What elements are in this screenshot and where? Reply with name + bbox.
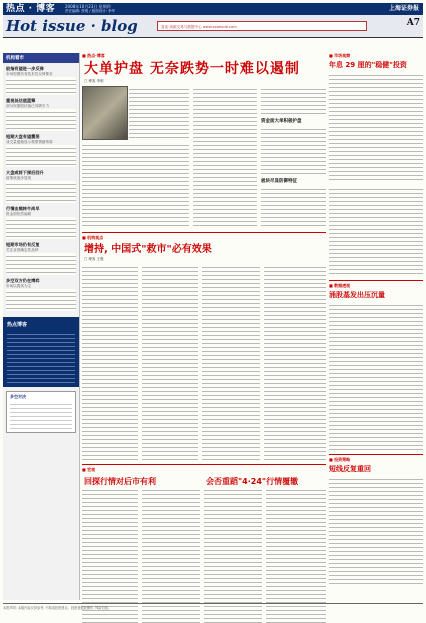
sidebar-text-lines [6,217,76,239]
bottom-articles [82,473,326,623]
editor-line: 责任编辑: 张明 / 版面设计: 李华 [65,9,115,13]
sidebar-item-body: 市场以震荡为主 [6,284,32,288]
lead-text-col-3c [261,186,326,228]
sidebar-blog-lines [7,331,75,383]
right-text-block-1 [329,72,423,182]
right-headline-3: 短线反复重回 [329,465,371,473]
sidebar-mini-caption: 多空对决 [10,394,26,399]
second-article [82,264,326,460]
right-text-block-3 [329,302,423,450]
sidebar-text-lines [6,77,76,95]
sidebar-item [6,66,76,95]
section-tag: ■ 数据透视 [329,283,423,289]
sidebar-item-title: 短期市场仍有反复 [6,242,40,247]
sidebar-item-body: 关注业绩确定性品种 [6,248,39,252]
section-tag: ■ 投资策略 [329,457,423,463]
second-text-col-1 [82,264,138,460]
sidebar-item-title: 大盘或将下探后回升 [6,170,44,175]
dateline: 2008年10月23日 星期四 [65,4,111,9]
sidebar-item [6,206,76,239]
section-logo-en: Hot issue · blog [6,17,138,35]
right-text-block-4 [329,476,423,586]
lead-subhead-1: 资金面大单积极护盘 [261,119,302,124]
sidebar-item [6,278,76,311]
sidebar-item-title: 短期大盘有望震荡 [6,134,40,139]
lead-text-col-1a [129,86,189,138]
section-divider [329,280,423,281]
paper-name: 上海证券报 [388,5,419,12]
sidebar-item-body: 资金面依然偏紧 [6,212,32,216]
page-number: A7 [406,18,420,28]
sidebar-blog-caption: 热点博客 [7,322,28,328]
second-text-col-2 [142,264,198,460]
second-text-col-4 [264,264,326,460]
section-divider [329,454,423,455]
sidebar-item [6,170,76,203]
right-headline-2: 涌股基发出压沉量 [329,291,385,299]
sidebar-item-body: 部分权重股估值已具吸引力 [6,104,50,108]
section-tag: ■ 宏观 [82,467,326,473]
sidebar-item [6,98,76,131]
section-tag: ■ 机构观点 [82,235,326,241]
second-headline: 增持, 中国式"救市"必有效果 [84,244,212,255]
section-divider [82,464,326,465]
lead-byline: □ 博客 李明 [84,79,104,83]
sidebar-text-lines [6,109,76,131]
sidebar-item [6,242,76,275]
sidebar-blog-box [3,317,79,387]
second-byline: □ 博客 王强 [84,257,104,261]
masthead [3,3,423,52]
sidebar-text-lines [6,181,76,203]
header-advertisement: 富连·高频交易与数据中心 www.example.com [157,21,367,31]
right-column [329,53,423,600]
sidebar-item-body: 政策底逐步显现 [6,176,32,180]
lead-headline: 大单护盘 无奈跌势一时难以遏制 [84,61,300,77]
lead-article [82,86,326,228]
lead-subhead-2: 板块尽显防御特征 [261,179,297,184]
bottom-headline-right: 会否重蹈"4·24"行情覆辙 [206,477,299,486]
sidebar-text-lines [6,289,76,311]
left-sidebar [3,53,80,600]
section-divider [82,232,326,233]
sidebar-item-title: 多空双方仍在博弈 [6,278,40,283]
bottom-headline-left: 回探行情对后市有利 [84,477,156,486]
section-tag: ■ 热点·博客 [82,53,326,59]
right-text-block-2 [329,186,423,276]
sidebar-item-title: 行情由熊转牛尚早 [6,206,40,211]
lead-text-col-2 [193,86,257,228]
section-logo-cn: 热点 · 博客 [6,4,56,14]
page-footer: 本报声明: 本版内容仅供参考, 不构成投资建议。投资者据此操作, 风险自担。 [3,603,423,617]
lead-text-col-1b [82,142,189,228]
sidebar-text-lines [6,145,76,167]
sidebar-text-lines [6,253,76,275]
second-text-col-3 [202,264,260,460]
sidebar-item-body: 市场短期仍有技术性反弹要求 [6,72,53,76]
lead-text-col-3a [261,86,326,116]
sidebar-mini-box [6,391,76,433]
sidebar-mini-lines [10,401,72,429]
right-headline-1: 年息 29 厘的"稳健"投资 [329,61,407,69]
masthead-top-bar [3,3,423,15]
lead-text-col-3b [261,126,326,176]
section-tag: ■ 市场观察 [329,53,423,59]
sidebar-item-body: 成交量萎缩显示观望情绪浓厚 [6,140,53,144]
author-photo [82,86,128,140]
center-column [82,53,326,600]
sidebar-item [6,134,76,167]
masthead-bottom-bar [3,15,423,38]
sidebar-section-band: 机构看市 [3,53,79,63]
sidebar-item-title: 股指有望进一步反弹 [6,66,44,71]
sidebar-item-title: 重视低估值蓝筹 [6,98,36,103]
